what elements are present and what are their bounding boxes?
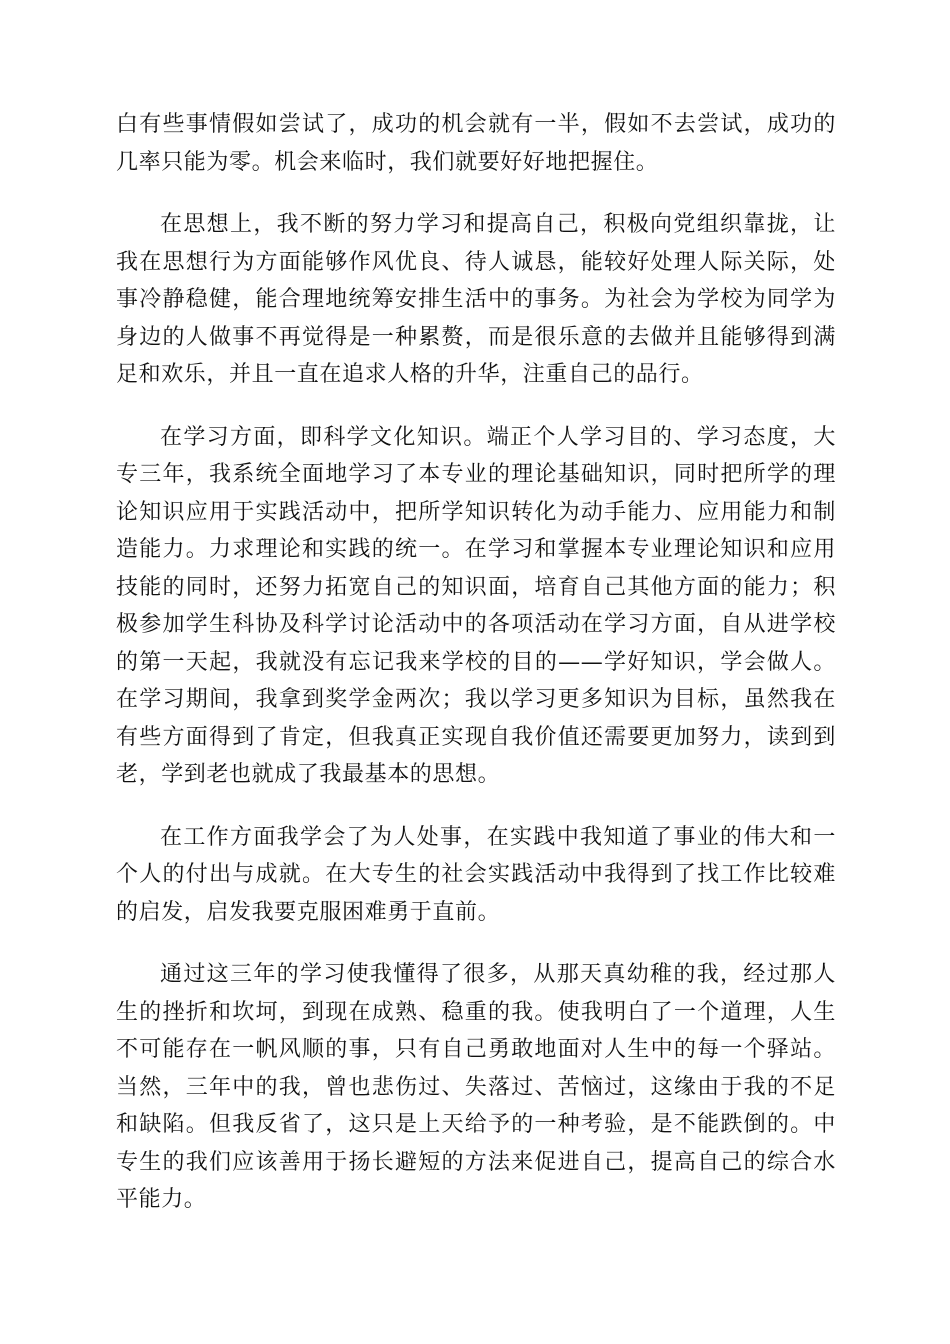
paragraph-3: 在学习方面，即科学文化知识。端正个人学习目的、学习态度，大专三年，我系统全面地学习了本专业的理论基础知识，同时把所学的理论知识应用于实践活动中，把所学知识转化为动手能力、应用能力和制造能力。力求理论和实践的统一。在学习和掌握本专业理论知识和应用技能的同时，还努力拓宽自己的知识面，培育自己其他方面的能力；积极参加学生科协及科学讨论活动中的各项活动在学习方面，自从进学校的第一天起，我就没有忘记我来学校的目的——学好知识，学会做人。在学习期间，我拿到奖学金两次；我以学习更多知识为目标，虽然我在有些方面得到了肯定，但我真正实现自我价值还需要更加努力，读到到老，学到老也就成了我最基本的思想。	[116, 424, 836, 787]
paragraph-2: 在思想上，我不断的努力学习和提高自己，积极向党组织靠拢，让我在思想行为方面能够作风优良、待人诚恳，能较好处理人际关际，处事冷静稳健，能合理地统筹安排生活中的事务。为社会为学校为同学为身边的人做事不再觉得是一种累赘，而是很乐意的去做并且能够得到满足和欢乐，并且一直在追求人格的升华，注重自己的品行。	[116, 212, 836, 387]
paragraph-1: 白有些事情假如尝试了，成功的机会就有一半，假如不去尝试，成功的几率只能为零。机会来临时，我们就要好好地把握住。	[116, 112, 836, 175]
document-body	[116, 106, 836, 1244]
paragraph-4: 在工作方面我学会了为人处事，在实践中我知道了事业的伟大和一个人的付出与成就。在大专生的社会实践活动中我得到了找工作比较难的启发，启发我要克服困难勇于直前。	[116, 824, 836, 925]
paragraph-5: 通过这三年的学习使我懂得了很多，从那天真幼稚的我，经过那人生的挫折和坎坷，到现在成熟、稳重的我。使我明白了一个道理，人生不可能存在一帆风顺的事，只有自己勇敢地面对人生中的每一个驿站。当然，三年中的我，曾也悲伤过、失落过、苦恼过，这缘由于我的不足和缺陷。但我反省了，这只是上天给予的一种考验，是不能跌倒的。中专生的我们应该善用于扬长避短的方法来促进自己，提高自己的综合水平能力。	[116, 962, 836, 1212]
